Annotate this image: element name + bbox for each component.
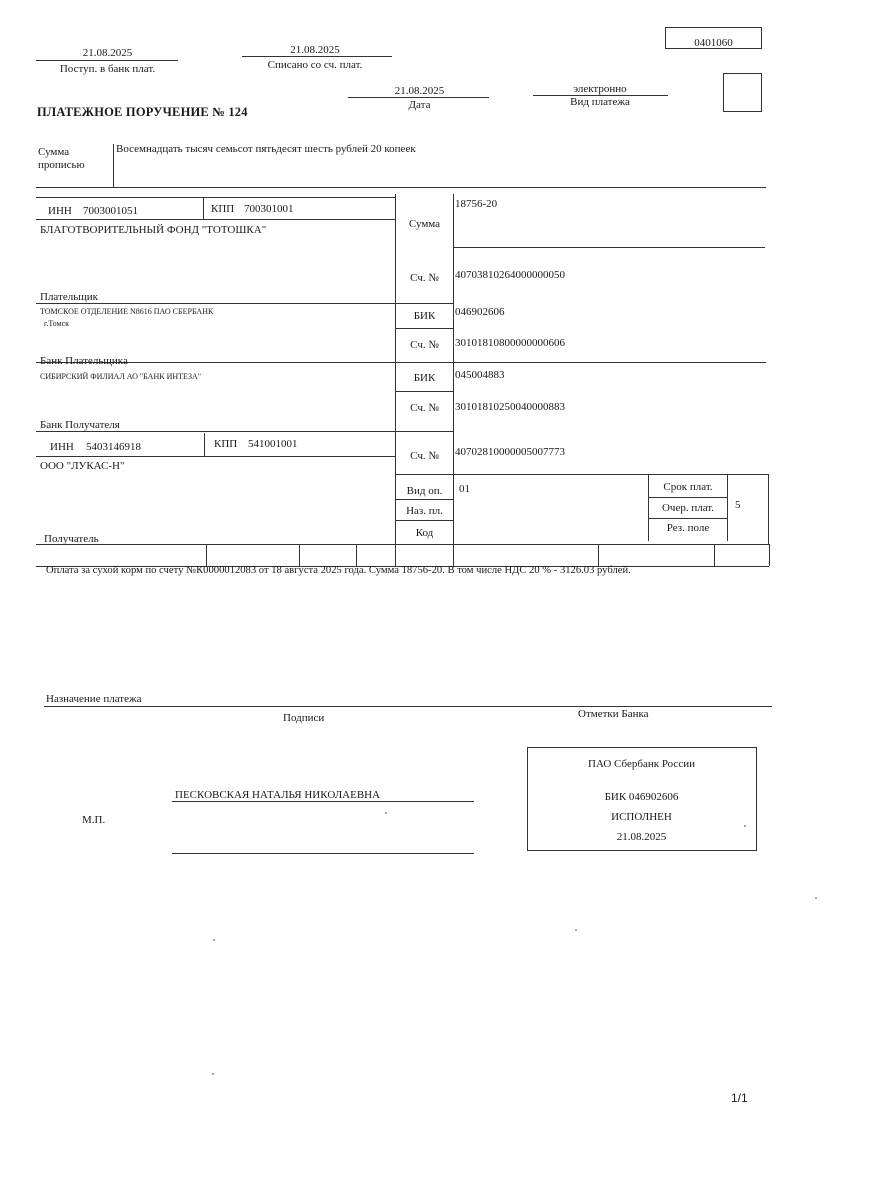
page-number: 1/1 bbox=[731, 1091, 748, 1105]
scan-speck bbox=[385, 812, 387, 814]
payer-kpp: 700301001 bbox=[244, 203, 294, 215]
scan-speck bbox=[213, 939, 215, 941]
kod-label: Код bbox=[415, 527, 434, 539]
doc-date: 21.08.2025 bbox=[394, 85, 445, 97]
code-cell-divider-2 bbox=[299, 544, 300, 566]
payer-id-bottom-line bbox=[36, 219, 395, 220]
payment-type-checkbox bbox=[723, 73, 762, 112]
doc-date-line bbox=[348, 97, 489, 98]
code-cell-divider-6 bbox=[769, 544, 770, 566]
sum-bottom-line bbox=[453, 247, 765, 248]
naz-pl-bottom-line bbox=[395, 520, 453, 521]
debited-label: Списано со сч. плат. bbox=[267, 59, 363, 71]
payment-type-label: Вид платежа bbox=[570, 96, 630, 108]
payer-name: БЛАГОТВОРИТЕЛЬНЫЙ ФОНД "ТОТОШКА" bbox=[40, 224, 267, 236]
srok-label: Срок плат. bbox=[663, 481, 713, 493]
srok-bottom-line bbox=[648, 497, 727, 498]
payer-inn: 7003001051 bbox=[83, 205, 138, 217]
ocher-label: Очер. плат. bbox=[661, 502, 715, 514]
sum-label: Сумма bbox=[408, 218, 441, 230]
payer-kpp-label: КПП bbox=[211, 203, 235, 215]
signature-line-1 bbox=[172, 801, 474, 802]
payee-bank-label: Банк Получателя bbox=[40, 419, 120, 431]
signature-line-2 bbox=[172, 853, 474, 854]
payer-label: Плательщик bbox=[40, 291, 98, 303]
purpose-text: Оплата за сухой корм по счету №К0000012083 от 18 августа 2025 года. Сумма 18756-20. В том числе НДС 20 % - 3126.03 рублей. bbox=[46, 565, 631, 576]
codes-top-line bbox=[36, 544, 769, 545]
vid-op-bottom-line bbox=[395, 499, 453, 500]
purpose-label: Назначение платежа bbox=[46, 693, 142, 705]
amount-words-label-1: Сумма bbox=[38, 146, 70, 158]
scan-speck bbox=[575, 929, 577, 931]
payee-bank-bottom-line bbox=[36, 431, 453, 432]
payer-bank-bik: 046902606 bbox=[455, 306, 505, 318]
payer-bank-city: г.Томск bbox=[44, 319, 70, 328]
purpose-bottom-line bbox=[44, 706, 772, 707]
amount-words-label-2: прописью bbox=[38, 159, 85, 171]
right-edge-top bbox=[768, 474, 769, 544]
payer-bank-label: Банк Плательщика bbox=[40, 355, 128, 367]
payee-name: ООО "ЛУКАС-Н" bbox=[40, 460, 125, 472]
debited-date-line bbox=[242, 56, 392, 57]
payee-label: Получатель bbox=[44, 533, 99, 545]
sum-value: 18756-20 bbox=[455, 198, 498, 210]
scan-speck bbox=[744, 825, 746, 827]
payer-inn-label: ИНН bbox=[48, 205, 72, 217]
amount-words-bottom-line bbox=[36, 187, 766, 188]
vid-op-value: 01 bbox=[459, 483, 470, 495]
code-cell-divider-1 bbox=[206, 544, 207, 566]
payee-account: 40702810000005007773 bbox=[455, 446, 565, 458]
payer-bottom-line bbox=[36, 303, 453, 304]
stamp-status: ИСПОЛНЕН bbox=[611, 811, 672, 823]
payer-account: 40703810264000000050 bbox=[455, 269, 565, 281]
stamp-bik: БИК 046902606 bbox=[604, 791, 679, 803]
bank-execution-stamp bbox=[527, 747, 757, 851]
payee-id-bottom-line bbox=[36, 456, 395, 457]
received-date-line bbox=[36, 60, 178, 61]
payee-inn-kpp-divider bbox=[204, 433, 205, 456]
payment-type: электронно bbox=[573, 83, 627, 95]
signatures-label: Подписи bbox=[283, 712, 325, 724]
payer-id-top-line bbox=[36, 197, 395, 198]
payee-account-label: Сч. № bbox=[410, 450, 439, 462]
ocher-value: 5 bbox=[735, 499, 741, 511]
rez-label: Рез. поле bbox=[666, 522, 710, 534]
ocher-bottom-line bbox=[648, 518, 727, 519]
doc-date-label: Дата bbox=[408, 99, 431, 111]
naz-pl-label: Наз. пл. bbox=[406, 505, 443, 517]
payer-bank-name: ТОМСКОЕ ОТДЕЛЕНИЕ N8616 ПАО СБЕРБАНК bbox=[40, 307, 214, 316]
form-code: 0401060 bbox=[694, 37, 733, 49]
stamp-bank-name: ПАО Сбербанк России bbox=[588, 758, 695, 770]
bank-marks-label: Отметки Банка bbox=[578, 708, 649, 720]
code-cell-divider-5 bbox=[714, 544, 715, 566]
amount-words-divider bbox=[113, 144, 114, 188]
payee-inn-label: ИНН bbox=[50, 441, 74, 453]
payee-inn: 5403146918 bbox=[86, 441, 141, 453]
right-group-right bbox=[727, 474, 728, 541]
payee-bank-name: СИБИРСКИЙ ФИЛИАЛ АО "БАНК ИНТЕЗА" bbox=[40, 372, 202, 381]
vid-op-label: Вид оп. bbox=[406, 485, 443, 497]
scan-speck bbox=[212, 1073, 214, 1075]
payer-inn-kpp-divider bbox=[203, 197, 204, 219]
document-title: ПЛАТЕЖНОЕ ПОРУЧЕНИЕ № 124 bbox=[37, 105, 248, 119]
payee-bank-bik: 045004883 bbox=[455, 369, 505, 381]
debited-date: 21.08.2025 bbox=[290, 44, 340, 56]
payer-bank-account-label: Сч. № bbox=[410, 339, 439, 351]
center-column-right bbox=[453, 194, 454, 567]
amount-words-value: Восемнадцать тысяч семьсот пятьдесят шесть рублей 20 копеек bbox=[116, 143, 416, 155]
payer-account-label: Сч. № bbox=[410, 272, 439, 284]
received-date: 21.08.2025 bbox=[82, 47, 133, 59]
payer-bank-bottom-line bbox=[36, 362, 766, 363]
payee-kpp-label: КПП bbox=[214, 438, 238, 450]
payer-bank-bik-label: БИК bbox=[413, 310, 436, 322]
received-label: Поступ. в банк плат. bbox=[59, 63, 156, 75]
mp-label: М.П. bbox=[82, 814, 106, 826]
code-cell-divider-4 bbox=[598, 544, 599, 566]
payee-bank-account-label: Сч. № bbox=[410, 402, 439, 414]
payee-kpp: 541001001 bbox=[248, 438, 298, 450]
payer-bank-bik-line bbox=[395, 328, 453, 329]
payee-bank-bik-label: БИК bbox=[413, 372, 436, 384]
payee-bank-bik-line bbox=[395, 391, 453, 392]
payee-account-bottom-line bbox=[395, 474, 768, 475]
scan-speck bbox=[815, 897, 817, 899]
payee-bank-account: 30101810250040000883 bbox=[455, 401, 565, 413]
payer-bank-account: 30101810800000000606 bbox=[455, 337, 565, 349]
code-cell-divider-3 bbox=[356, 544, 357, 566]
stamp-date: 21.08.2025 bbox=[616, 831, 667, 843]
form-code-box bbox=[665, 27, 762, 49]
signer-name: ПЕСКОВСКАЯ НАТАЛЬЯ НИКОЛАЕВНА bbox=[175, 789, 381, 801]
